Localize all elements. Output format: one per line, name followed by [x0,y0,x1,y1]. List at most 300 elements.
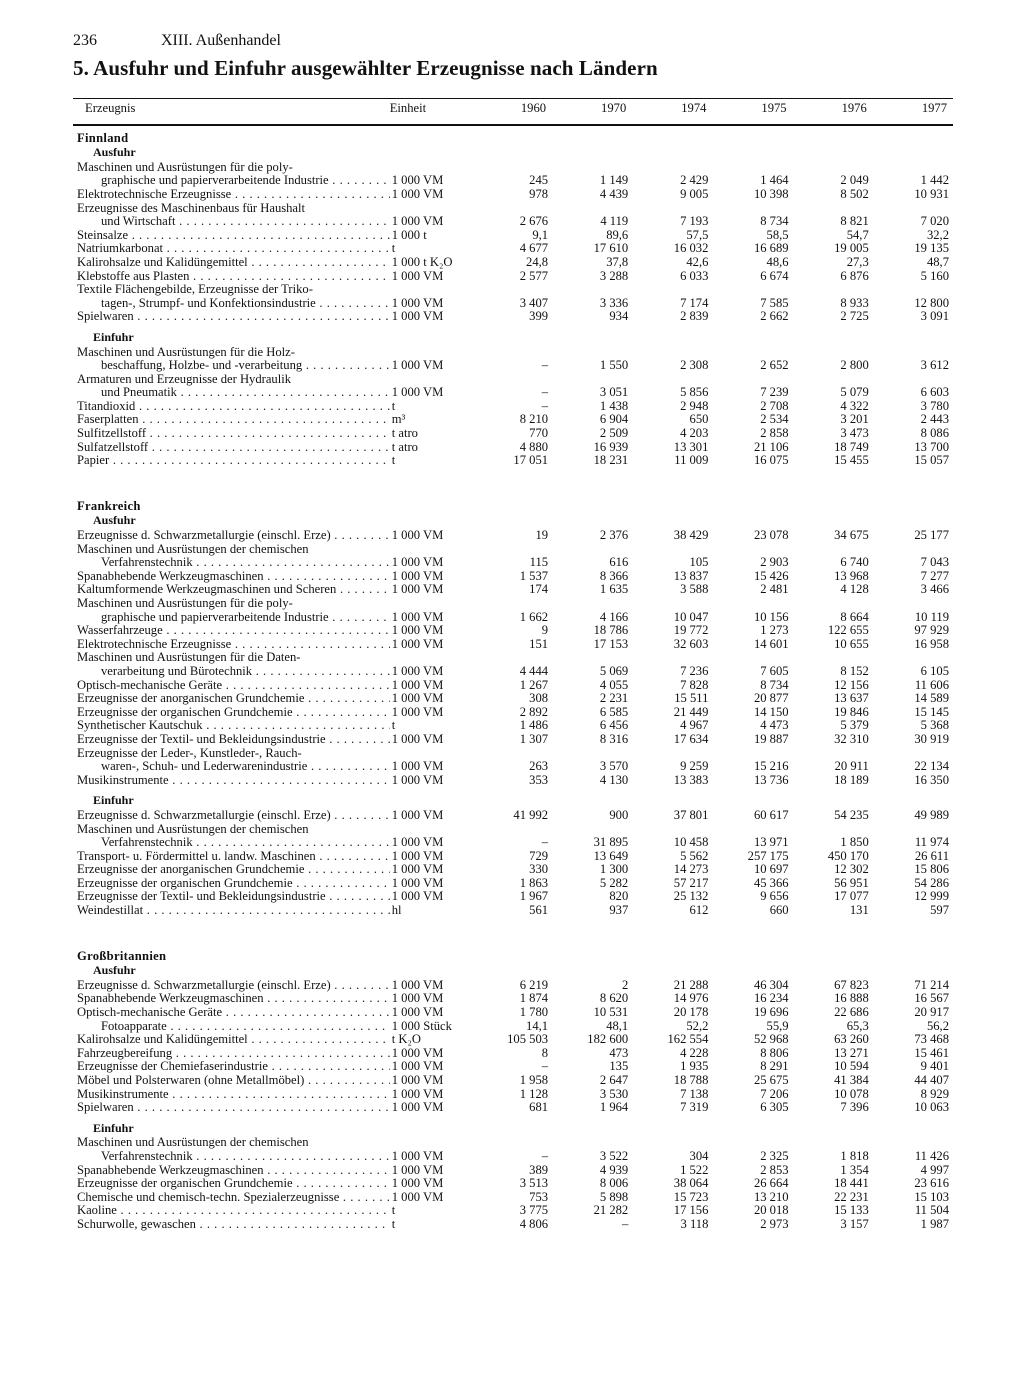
value-cell-1975: 7 206 [760,1087,789,1101]
unit-cell: 1 000 VM [391,992,444,1006]
country-heading: Großbritannien [77,948,167,963]
value-cell-1975: 13 971 [753,836,789,850]
value-cell-1974: 2 948 [680,399,709,413]
value-cell-1974: 9 259 [680,760,709,774]
value-cell-1970: 820 [609,890,629,904]
trade-table [73,98,953,1232]
value-cell-1975: 2 652 [760,359,789,373]
value-cell-1974: 7 193 [680,215,709,229]
value-cell-1975: 2 325 [760,1149,789,1163]
unit-cell: 1 000 VM [391,569,444,583]
value-cell-1975: 2 481 [760,583,789,597]
product-name: Elektrotechnische Erzeugnisse . . . [73,638,390,652]
unit-cell: 1 000 VM [391,760,444,774]
value-cell-1960: – [541,386,549,400]
unit-cell: t atro [391,440,418,454]
value-cell-1974: 7 174 [680,296,709,310]
value-cell-1975: 7 239 [760,386,789,400]
value-cell-1975: 2 973 [760,1217,789,1231]
value-cell-1970: 3 336 [599,296,629,310]
product-name: Wasserfahrzeuge . . . [73,624,390,638]
country-heading: Frankreich [77,498,141,513]
table-row [73,297,953,311]
value-cell-1976: 6 740 [840,556,869,570]
value-cell-1977: 32,2 [926,228,949,242]
value-cell-1974: 162 554 [667,1033,709,1047]
value-cell-1975: 10 156 [753,610,789,624]
value-cell-1976: 1 354 [840,1163,869,1177]
table-row-continuation [73,543,953,557]
value-cell-1960: – [541,359,549,373]
table-row-continuation [73,373,953,387]
unit-cell: 1 000 VM [391,556,444,570]
value-cell-1977: 15 461 [914,1046,949,1060]
value-cell-1976: 2 725 [840,310,869,324]
table-row-continuation [73,346,953,360]
value-cell-1975: 6 305 [760,1101,789,1115]
value-cell-1976: 18 189 [834,773,869,787]
product-name: Maschinen und Ausrüstungen für die poly- [77,160,293,174]
unit-cell: 1 000 VM [391,1190,444,1204]
table-row-continuation [73,283,953,297]
value-cell-1960: 1 307 [519,732,549,746]
value-cell-1977: 2 443 [920,413,949,427]
value-cell-1976: 8 821 [840,215,869,229]
table-row [73,570,953,584]
product-name: Möbel und Polsterwaren (ohne Metallmöbel) . . . [73,1074,390,1088]
value-cell-1976: 1 850 [840,836,869,850]
value-cell-1970: 4 939 [599,1163,629,1177]
value-cell-1975: 7 605 [760,664,789,678]
product-name: Synthetischer Kautschuk . . . [73,719,390,733]
product-name: Maschinen und Ausrüstungen für die Daten- [77,651,301,665]
value-cell-1960: 24,8 [526,255,549,269]
value-cell-1977: 54 286 [914,876,949,890]
einfuhr-heading: Einfuhr [93,329,134,344]
value-cell-1970: 8 006 [599,1177,629,1191]
value-cell-1970: 16 939 [593,440,629,454]
value-cell-1977: 4 997 [920,1163,949,1177]
table-body [73,125,953,1232]
table-row [73,174,953,188]
value-cell-1970: 5 898 [599,1190,629,1204]
column-header-1974: 1974 [681,101,707,115]
value-cell-1976: 450 170 [827,849,869,863]
table-row [73,877,953,891]
value-cell-1970: 2 [621,978,629,992]
product-name: Verfahrenstechnik . . . [73,836,390,850]
table-row [73,1204,953,1218]
value-cell-1977: 22 134 [914,760,949,774]
value-cell-1960: 4 677 [519,242,549,256]
value-cell-1960: 770 [529,427,549,441]
unit-cell: 1 000 VM [391,1163,444,1177]
value-cell-1974: 7 319 [680,1101,709,1115]
value-cell-1960: 41 992 [513,808,549,822]
unit-cell: 1 000 VM [391,386,444,400]
direction-heading-row [73,1121,953,1137]
table-row [73,904,953,918]
product-name: Textile Flächengebilde, Erzeugnisse der Triko- [77,283,313,297]
page [73,30,953,1232]
unit-cell: 1 000 t K₂O [391,255,453,269]
value-cell-1975: 10 398 [753,187,789,201]
table-row [73,679,953,693]
unit-cell: 1 000 VM [391,705,444,719]
value-cell-1960: 245 [529,174,549,188]
value-cell-1970: 17 153 [593,637,629,651]
product-name: Schurwolle, gewaschen . . . [73,1218,390,1232]
value-cell-1977: 14 589 [914,692,949,706]
value-cell-1974: 13 301 [673,440,709,454]
product-name: Kaltumformende Werkzeugmaschinen und Scheren . . . [73,583,390,597]
value-cell-1977: 97 929 [914,624,949,638]
unit-cell: 1 000 VM [391,310,444,324]
value-cell-1975: 19 696 [753,1006,789,1020]
value-cell-1975: 8 291 [760,1060,789,1074]
table-row [73,1101,953,1115]
value-cell-1960: 1 967 [519,890,549,904]
value-cell-1960: 105 503 [507,1033,549,1047]
value-cell-1975: 4 473 [760,719,789,733]
table-row [73,386,953,400]
value-cell-1960: 1 958 [519,1074,549,1087]
ausfuhr-heading: Ausfuhr [93,963,136,978]
value-cell-1970: 937 [609,904,629,918]
unit-cell: 1 000 VM [391,692,444,706]
value-cell-1970: 17 610 [593,242,629,256]
unit-cell: 1 000 VM [391,678,444,692]
value-cell-1975: 14 601 [753,637,789,651]
value-cell-1977: 15 057 [914,454,949,468]
value-cell-1976: 3 157 [840,1217,869,1231]
value-cell-1976: 13 637 [834,692,869,706]
table-row [73,638,953,652]
value-cell-1970: 8 620 [599,992,629,1006]
product-name: Papier . . . [73,454,390,468]
value-cell-1977: 25 177 [914,529,949,543]
value-cell-1974: 42,6 [686,255,709,269]
value-cell-1975: 60 617 [753,808,789,822]
value-cell-1976: 32 310 [834,732,869,746]
value-cell-1960: 2 577 [519,269,549,283]
value-cell-1976: 56 951 [834,876,869,890]
table-row [73,1164,953,1178]
product-name: und Wirtschaft . . . [73,215,390,229]
column-header-1960: 1960 [520,101,547,115]
unit-cell: t [391,399,396,413]
value-cell-1960: 17 051 [513,454,549,468]
product-name: Kaoline . . . [73,1204,390,1218]
value-cell-1977: 73 468 [914,1033,949,1047]
value-cell-1976: 20 911 [834,760,869,774]
value-cell-1977: 3 780 [920,399,949,413]
value-cell-1976: 19 846 [834,705,869,719]
value-cell-1977: 16 350 [914,773,949,787]
value-cell-1976: 12 302 [834,863,869,877]
value-cell-1974: 57,5 [686,228,709,242]
value-cell-1970: 18 231 [593,454,629,468]
value-cell-1977: 11 504 [914,1204,949,1218]
value-cell-1970: 1 300 [599,863,629,877]
table-row [73,359,953,373]
value-cell-1975: 9 656 [760,890,789,904]
unit-cell: 1 000 VM [391,296,444,310]
table-row [73,809,953,823]
unit-cell: 1 000 VM [391,773,444,787]
value-cell-1970: 3 522 [599,1149,629,1163]
table-row-continuation [73,202,953,216]
value-cell-1974: 19 772 [673,624,709,638]
table-row-continuation [73,823,953,837]
value-cell-1970: 37,8 [606,255,629,269]
unit-cell: 1 000 VM [391,808,444,822]
value-cell-1974: 7 828 [680,678,709,692]
value-cell-1970: 2 647 [599,1074,629,1087]
value-cell-1976: 5 379 [840,719,869,733]
value-cell-1974: 52,2 [686,1019,709,1033]
value-cell-1977: 16 567 [914,992,949,1006]
product-name: Armaturen und Erzeugnisse der Hydraulik [77,372,292,386]
value-cell-1960: – [541,836,549,850]
value-cell-1960: 2 676 [519,215,549,229]
value-cell-1960: 4 806 [519,1217,549,1231]
value-cell-1974: 15 511 [674,692,709,706]
table-row [73,890,953,904]
value-cell-1960: 14,1 [526,1019,549,1033]
running-head-title: XIII. Außenhandel [161,32,281,49]
value-cell-1970: 5 282 [599,876,629,890]
value-cell-1975: 48,6 [766,255,789,269]
direction-heading-row [73,513,953,529]
unit-cell: 1 000 VM [391,876,444,890]
product-name: Erzeugnisse d. Schwarzmetallurgie (einschl. Erze) . . . [73,809,390,823]
value-cell-1975: 1 464 [760,174,789,188]
table-row-continuation [73,747,953,761]
value-cell-1976: 6 876 [840,269,869,283]
table-row-continuation [73,1136,953,1150]
value-cell-1976: 7 396 [840,1101,869,1115]
value-cell-1974: 18 788 [673,1074,709,1087]
value-cell-1960: 389 [529,1163,549,1177]
table-header [73,99,953,125]
product-name: Spanabhebende Werkzeugmaschinen . . . [73,1164,390,1178]
value-cell-1975: 2 858 [760,427,789,441]
unit-cell: 1 000 VM [391,890,444,904]
value-cell-1960: – [541,1149,549,1163]
value-cell-1977: 12 999 [914,890,949,904]
value-cell-1976: 63 260 [834,1033,869,1047]
value-cell-1970: 4 166 [599,610,629,624]
unit-cell: 1 000 VM [391,1074,444,1087]
table-row [73,719,953,733]
value-cell-1975: 15 216 [753,760,789,774]
value-cell-1977: 8 086 [920,427,949,441]
product-name: Erzeugnisse der Leder-, Kunstleder-, Rauch- [77,746,302,760]
value-cell-1970: 3 051 [599,386,629,400]
table-row [73,215,953,229]
value-cell-1976: 10 594 [834,1060,869,1074]
table-row [73,310,953,324]
value-cell-1960: 353 [529,773,549,787]
value-cell-1977: 6 105 [920,664,949,678]
value-cell-1960: 399 [529,310,549,324]
unit-cell: 1 000 VM [391,664,444,678]
value-cell-1960: 753 [529,1190,549,1204]
value-cell-1970: 4 130 [599,773,629,787]
value-cell-1970: 31 895 [593,836,629,850]
value-cell-1970: – [621,1217,629,1231]
value-cell-1974: 16 032 [673,242,709,256]
product-name: Spielwaren . . . [73,1101,390,1115]
value-cell-1975: 20 877 [753,692,789,706]
table-row [73,242,953,256]
table-row [73,1060,953,1074]
product-name: graphische und papierverarbeitende Industrie . . . [73,174,390,188]
value-cell-1960: 1 486 [519,719,549,733]
value-cell-1960: 561 [529,904,549,918]
product-name: graphische und papierverarbeitende Industrie . . . [73,611,390,625]
value-cell-1977: 3 466 [920,583,949,597]
value-cell-1977: 9 401 [920,1060,949,1074]
value-cell-1970: 18 786 [593,624,629,638]
value-cell-1974: 7 236 [680,664,709,678]
value-cell-1976: 3 201 [840,413,869,427]
country-heading-row [73,494,953,514]
unit-cell: 1 000 VM [391,269,444,283]
value-cell-1975: 2 853 [760,1163,789,1177]
value-cell-1974: 3 118 [680,1217,709,1231]
value-cell-1975: 16 689 [753,242,789,256]
table-row [73,979,953,993]
value-cell-1976: 131 [849,904,869,918]
unit-cell: 1 000 VM [391,637,444,651]
table-row [73,229,953,243]
value-cell-1974: 14 273 [673,863,709,877]
ausfuhr-heading: Ausfuhr [93,145,136,160]
value-cell-1970: 616 [609,556,629,570]
product-name: Maschinen und Ausrüstungen der chemischen [77,822,309,836]
unit-cell: 1 000 VM [391,849,444,863]
unit-cell: 1 000 VM [391,610,444,624]
section-gap [73,918,953,944]
value-cell-1975: 23 078 [753,529,789,543]
value-cell-1974: 15 723 [673,1190,709,1204]
value-cell-1975: 20 018 [753,1204,789,1218]
unit-cell: 1 000 VM [391,583,444,597]
value-cell-1974: 2 308 [680,359,709,373]
value-cell-1975: 2 708 [760,399,789,413]
table-row [73,441,953,455]
value-cell-1976: 22 231 [834,1190,869,1204]
product-name: Transport- u. Fördermittel u. landw. Maschinen . . . [73,850,390,864]
value-cell-1977: 3 612 [920,359,949,373]
value-cell-1975: 46 304 [753,978,789,992]
value-cell-1975: 58,5 [766,228,789,242]
unit-cell: 1 000 VM [391,1006,444,1020]
value-cell-1976: 8 664 [840,610,869,624]
unit-cell: 1 000 VM [391,836,444,850]
value-cell-1974: 7 138 [680,1087,709,1101]
table-row [73,1088,953,1102]
direction-heading-row [73,330,953,346]
value-cell-1976: 12 156 [834,678,869,692]
value-cell-1960: 1 874 [519,992,549,1006]
value-cell-1970: 135 [609,1060,629,1074]
value-cell-1974: 304 [689,1149,709,1163]
value-cell-1976: 1 818 [840,1149,869,1163]
direction-heading-row [73,145,953,161]
value-cell-1970: 473 [609,1046,629,1060]
value-cell-1970: 6 585 [599,705,629,719]
value-cell-1976: 54 235 [834,808,869,822]
table-row [73,1020,953,1034]
table-row [73,256,953,270]
direction-heading-row [73,793,953,809]
value-cell-1977: 19 135 [914,242,949,256]
value-cell-1975: 25 675 [753,1074,789,1087]
value-cell-1977: 49 989 [914,808,949,822]
unit-cell: t [391,242,396,256]
product-name: Kalirohsalze und Kalidüngemittel . . . [73,1033,390,1047]
value-cell-1960: 2 892 [519,705,549,719]
value-cell-1977: 597 [930,904,949,918]
table-row [73,1177,953,1191]
value-cell-1970: 4 119 [600,215,629,229]
table-row [73,1047,953,1061]
value-cell-1960: 1 863 [519,876,549,890]
value-cell-1977: 26 611 [914,849,949,863]
value-cell-1976: 17 077 [834,890,869,904]
value-cell-1976: 16 888 [834,992,869,1006]
product-name: Faserplatten . . . [73,413,390,427]
unit-cell: 1 000 VM [391,529,444,543]
table-row [73,583,953,597]
value-cell-1960: 4 880 [519,440,549,454]
value-cell-1960: 9,1 [532,228,549,242]
value-cell-1977: 5 160 [920,269,949,283]
value-cell-1977: 71 214 [914,978,949,992]
value-cell-1975: 6 674 [760,269,789,283]
unit-cell: 1 000 Stück [391,1019,452,1033]
product-name: Klebstoffe aus Plasten . . . [73,270,390,284]
country-heading-row [73,944,953,964]
value-cell-1976: 27,3 [846,255,869,269]
value-cell-1977: 11 974 [914,836,949,850]
product-name: Maschinen und Ausrüstungen für die poly- [77,597,293,610]
table-row [73,836,953,850]
product-name: Maschinen und Ausrüstungen der chemischen [77,1136,309,1150]
value-cell-1974: 17 156 [673,1204,709,1218]
value-cell-1970: 8 316 [599,732,629,746]
value-cell-1974: 4 228 [680,1046,709,1060]
column-header-1970: 1970 [601,101,627,115]
value-cell-1976: 2 049 [840,174,869,188]
product-name: Fotoapparate . . . [73,1020,390,1034]
table-row [73,270,953,284]
ausfuhr-heading: Ausfuhr [93,513,136,528]
unit-cell: t [391,454,396,468]
value-cell-1974: 38 429 [673,529,709,543]
value-cell-1974: 13 383 [673,773,709,787]
product-name: Titandioxid . . . [73,400,390,414]
value-cell-1975: 257 175 [747,849,789,863]
table-title: 5. Ausfuhr und Einfuhr ausgewählter Erzeugnisse nach Ländern [73,56,658,80]
value-cell-1974: 37 801 [673,808,709,822]
value-cell-1970: 6 456 [599,719,629,733]
value-cell-1976: 8 152 [840,664,869,678]
unit-cell: 1 000 VM [391,1177,444,1191]
